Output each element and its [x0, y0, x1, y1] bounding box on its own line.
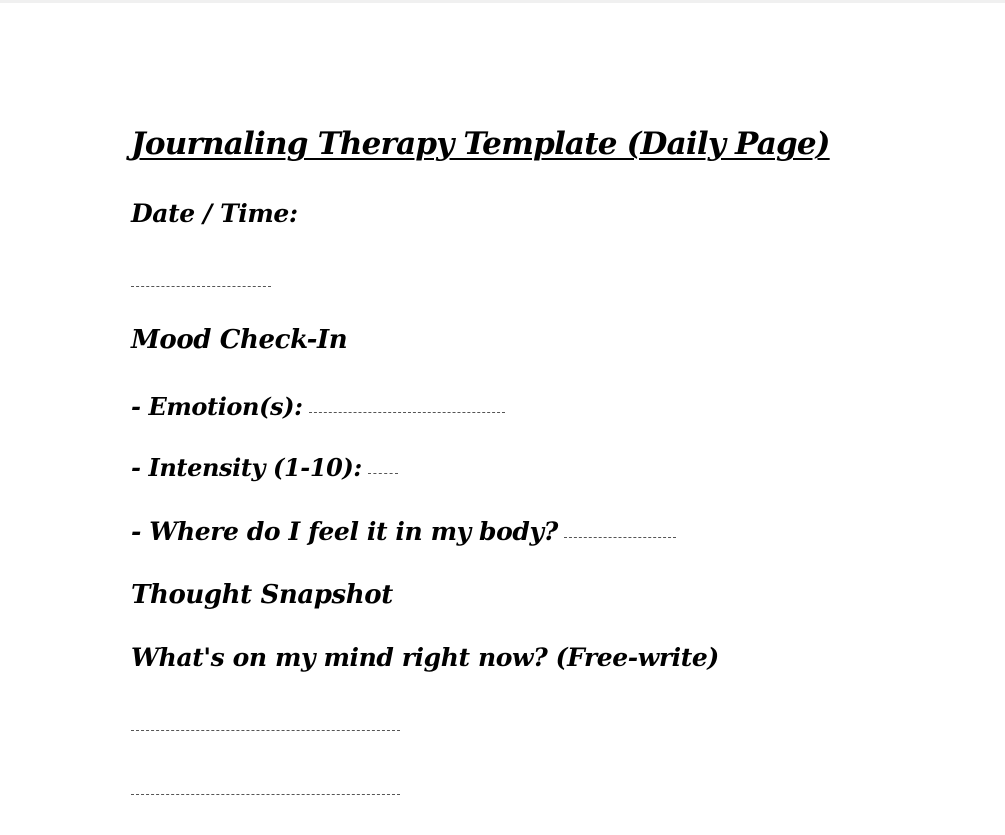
emotion-row — [131, 392, 505, 421]
free-write-blank-line-2[interactable] — [131, 794, 400, 795]
intensity-label: - Intensity (1-10): — [131, 453, 362, 482]
free-write-blank-line-1[interactable] — [131, 730, 400, 731]
date-time-blank-line[interactable] — [131, 286, 271, 287]
mood-check-in-heading: Mood Check-In — [131, 325, 348, 355]
body-location-blank-line[interactable] — [564, 537, 676, 538]
free-write-prompt: What's on my mind right now? (Free-write) — [131, 643, 719, 672]
intensity-blank-line[interactable] — [368, 473, 398, 474]
page-title: Journaling Therapy Template (Daily Page) — [131, 126, 830, 162]
body-location-row — [131, 517, 676, 546]
intensity-row — [131, 453, 398, 482]
date-time-label: Date / Time: — [131, 199, 298, 228]
emotion-label: - Emotion(s): — [131, 392, 303, 421]
journal-page — [131, 0, 991, 835]
body-location-label: - Where do I feel it in my body? — [131, 517, 558, 546]
emotion-blank-line[interactable] — [309, 412, 505, 413]
thought-snapshot-heading: Thought Snapshot — [131, 580, 393, 610]
